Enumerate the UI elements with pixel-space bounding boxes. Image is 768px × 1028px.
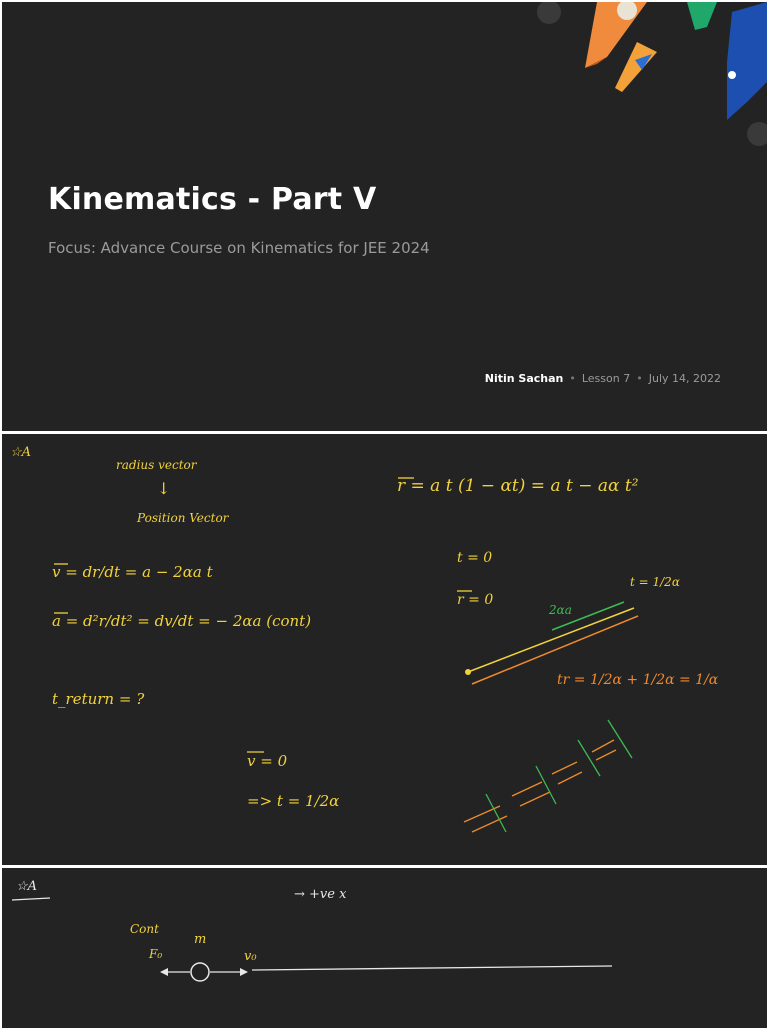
page-subtitle: Focus: Advance Course on Kinematics for JEE 2024 (48, 239, 430, 257)
page-title: Kinematics - Part V (48, 182, 377, 217)
lesson-meta (485, 372, 721, 385)
t-half-alpha: t = 1/2α (630, 575, 680, 589)
constant-label: Cont (130, 922, 159, 936)
handwritten-notes (2, 868, 767, 1028)
notes-slide-1 (2, 434, 767, 865)
position-vector-label: Position Vector (137, 511, 229, 525)
pencil-decoration-icon (527, 2, 767, 162)
meta-separator: • (636, 372, 643, 385)
velocity-label: v₀ (244, 949, 257, 964)
star-mark: ☆A (10, 445, 32, 460)
t-return-question: t_return = ? (52, 690, 145, 708)
force-label: F₀ (149, 947, 163, 961)
v-zero: v = 0 (247, 752, 288, 770)
mass-particle-icon (191, 963, 209, 981)
r-zero: r = 0 (457, 592, 494, 608)
v-equation: v = dr/dt = a − 2αa t (52, 563, 213, 581)
radius-vector-label: radius vector (116, 458, 197, 472)
notes-slide-2 (2, 868, 767, 1028)
meta-separator: • (569, 372, 576, 385)
two-alpha-a-label: 2αa (549, 603, 572, 617)
positive-x-direction: → +ve x (294, 887, 347, 902)
lesson-number: Lesson 7 (581, 372, 631, 385)
star-mark: ☆A (16, 879, 38, 894)
down-arrow: ↓ (157, 479, 171, 498)
a-equation: a = d²r/dt² = dv/dt = − 2αa (cont) (52, 612, 312, 630)
t-return-equation: tr = 1/2α + 1/2α = 1/α (557, 672, 719, 688)
r-equation: r = a t (1 − αt) = a t − aα t² (397, 476, 639, 496)
t-zero: t = 0 (457, 550, 493, 566)
lesson-date: July 14, 2022 (648, 372, 721, 385)
author-name: Nitin Sachan (484, 372, 564, 385)
implies-t: => t = 1/2α (247, 792, 340, 810)
title-slide (2, 2, 767, 431)
handwritten-notes (2, 434, 767, 865)
mass-label: m (194, 932, 207, 947)
